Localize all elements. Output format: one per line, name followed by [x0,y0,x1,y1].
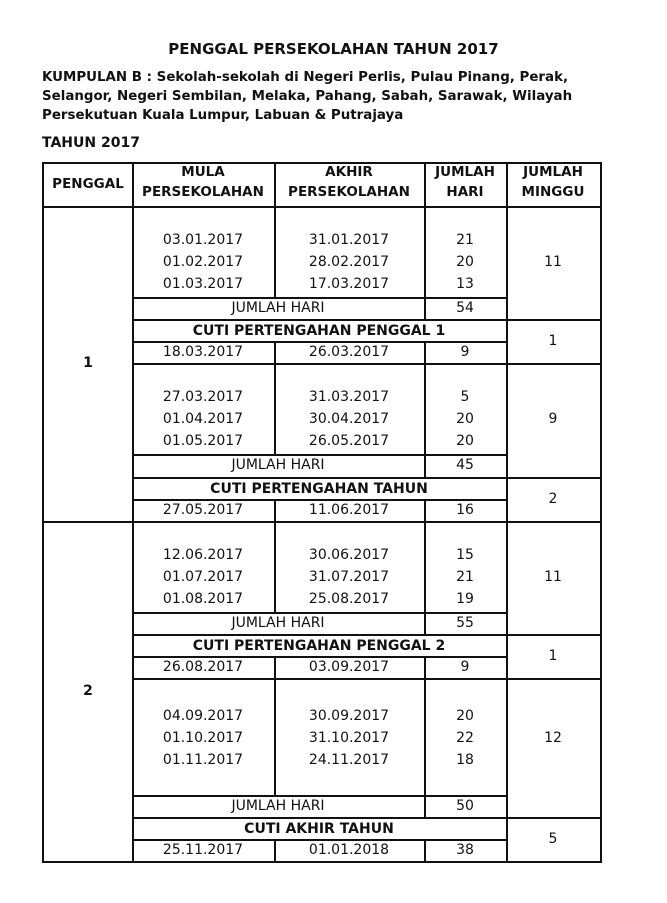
start-date: 01.05.2017 [162,433,244,449]
start-date: 01.10.2017 [162,730,244,746]
header-mula-2: PERSEKOLAHAN [142,184,264,200]
break-day-count: 16 [456,502,474,518]
start-date: 27.03.2017 [162,389,244,405]
term-separator [42,521,132,523]
break-end-date: 26.03.2017 [308,344,390,360]
end-date: 30.09.2017 [308,708,390,724]
header-hari-2: HARI [446,184,484,200]
end-date: 25.08.2017 [308,591,390,607]
start-date: 03.01.2017 [162,232,244,248]
day-count: 18 [456,752,474,768]
block-border [132,678,602,680]
start-date: 01.11.2017 [162,752,244,768]
break-end-date: 03.09.2017 [308,659,390,675]
break-start-date: 26.08.2017 [162,659,244,675]
start-date: 01.04.2017 [162,411,244,427]
start-date: 12.06.2017 [162,547,244,563]
day-count: 22 [456,730,474,746]
header-minggu-1: JUMLAH [523,164,583,180]
year-label: TAHUN 2017 [42,135,140,151]
break-start-date: 27.05.2017 [162,502,244,518]
group-description: KUMPULAN B : Sekolah-sekolah di Negeri Perlis, Pulau Pinang, Perak, Selangor, Negeri Sembilan, Melaka, Pahang, Sabah, Sarawak, Wilayah Persekutuan Kuala Lumpur, Labuan & Putrajaya [42,70,573,123]
start-date: 01.07.2017 [162,569,244,585]
end-date: 30.06.2017 [308,547,390,563]
header-divider [424,162,426,206]
weeks-count: 12 [544,730,562,746]
start-date: 01.03.2017 [162,276,244,292]
end-date: 30.04.2017 [308,411,390,427]
day-count: 19 [456,591,474,607]
break-title: CUTI PERTENGAHAN PENGGAL 1 [192,323,446,339]
start-date: 01.02.2017 [162,254,244,270]
break-end-date: 01.01.2018 [308,842,390,858]
header-penggal: PENGGAL [52,176,124,192]
total-label: JUMLAH HARI [231,457,325,473]
break-day-count: 38 [456,842,474,858]
end-date: 31.07.2017 [308,569,390,585]
day-count: 15 [456,547,474,563]
table-left-border [42,162,44,862]
break-day-count: 9 [460,344,470,360]
break-weeks-count: 1 [548,333,558,349]
day-count: 20 [456,433,474,449]
break-title: CUTI PERTENGAHAN PENGGAL 2 [192,638,446,654]
day-count: 21 [456,232,474,248]
end-date: 31.03.2017 [308,389,390,405]
total-label: JUMLAH HARI [231,798,325,814]
table-top-border [42,162,602,164]
day-count: 21 [456,569,474,585]
break-title: CUTI PERTENGAHAN TAHUN [210,481,428,497]
penggal-2-label: 2 [83,683,93,699]
header-divider [274,162,276,206]
day-count: 20 [456,708,474,724]
end-date: 24.11.2017 [308,752,390,768]
header-bottom-border [42,206,602,208]
weeks-count: 11 [544,569,562,585]
total-label: JUMLAH HARI [231,300,325,316]
end-date: 31.10.2017 [308,730,390,746]
header-minggu-2: MINGGU [521,184,585,200]
break-start-date: 25.11.2017 [162,842,244,858]
header-akhir-2: PERSEKOLAHAN [288,184,410,200]
day-count: 20 [456,254,474,270]
day-count: 20 [456,411,474,427]
day-count: 5 [460,389,470,405]
break-weeks-count: 1 [548,648,558,664]
total-days: 54 [456,300,474,316]
break-title: CUTI AKHIR TAHUN [244,821,394,837]
total-label: JUMLAH HARI [231,615,325,631]
document-title: PENGGAL PERSEKOLAHAN TAHUN 2017 [168,40,499,58]
break-weeks-count: 2 [548,491,558,507]
total-days: 45 [456,457,474,473]
break-start-date: 18.03.2017 [162,344,244,360]
total-days: 50 [456,798,474,814]
break-weeks-count: 5 [548,831,558,847]
header-divider [506,162,508,206]
end-date: 31.01.2017 [308,232,390,248]
end-date: 17.03.2017 [308,276,390,292]
header-hari-1: JUMLAH [435,164,495,180]
table-right-border [600,162,602,862]
break-day-count: 9 [460,659,470,675]
start-date: 01.08.2017 [162,591,244,607]
penggal-1-label: 1 [83,355,93,371]
start-date: 04.09.2017 [162,708,244,724]
weeks-count: 11 [544,254,562,270]
weeks-count: 9 [548,411,558,427]
end-date: 28.02.2017 [308,254,390,270]
break-end-date: 11.06.2017 [308,502,390,518]
break-row-bottom [132,861,506,863]
block-border [132,363,602,365]
end-date: 26.05.2017 [308,433,390,449]
total-days: 55 [456,615,474,631]
day-count: 13 [456,276,474,292]
header-mula-1: MULA [181,164,225,180]
header-akhir-1: AKHIR [325,164,373,180]
block-border [132,521,602,523]
